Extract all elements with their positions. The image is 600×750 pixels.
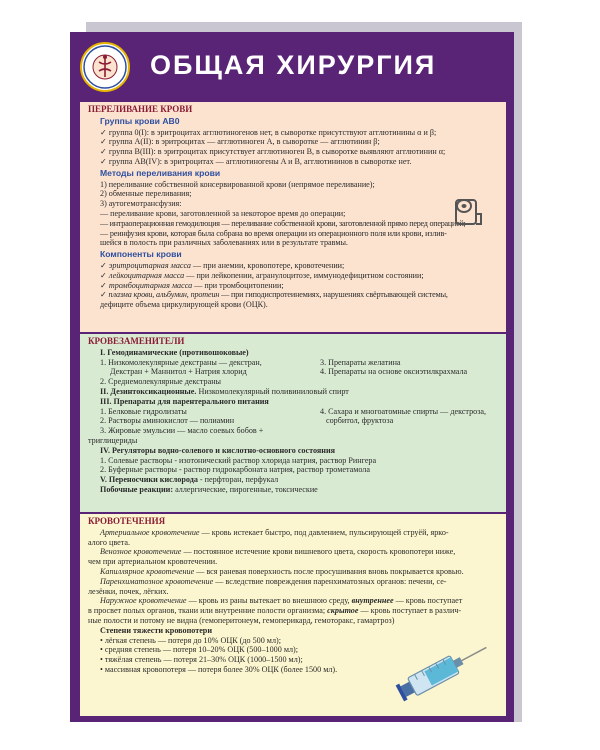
internal-tail-a: в просвет полых органов, ткани или внутренние полости организма; (88, 606, 328, 616)
blood-groups-title: Группы крови АВ0 (100, 115, 180, 126)
syringe-icon (392, 636, 496, 704)
venous-name: Венозное кровотечение (100, 547, 182, 557)
component-item: ✓ эритроцитарная масса — при анемии, кровопотере, кровотечении; (100, 260, 345, 270)
internal-tail-b: — кровь поступает в различ- (358, 606, 462, 616)
component-item: ✓ лейкоцитарная масса — при лейкопении, агранулоцитозе, иммунодефицитном состоянии; (100, 270, 424, 280)
parenchymal-name: Паренхиматозное кровотечение (100, 576, 214, 586)
venous-line (88, 547, 499, 557)
side-effects-title: Побочные реакции: (100, 484, 174, 494)
group-3-item: триглицериды (88, 435, 138, 445)
severity-item: • лёгкая степень — потеря до 10% ОЦК (до 500 мл); (100, 635, 281, 645)
method-item: — переливание крови, заготовленной за некоторое время до операции; (100, 208, 346, 218)
transfusion-panel (80, 102, 506, 332)
side-effects-text: аллергические, пирогенные, токсические (173, 484, 318, 494)
group-2-line (88, 387, 499, 397)
substitutes-panel (80, 334, 506, 512)
method-item: 2) обменные переливания; (100, 189, 192, 199)
bleeding-heading: КРОВОТЕЧЕНИЯ (88, 516, 166, 526)
logo-emblem-icon (80, 42, 130, 92)
group-3-columns (88, 407, 499, 427)
blood-group-item: ✓ группа AB(IV): в эритроцитах — агглютиногены A и B, агглютининов в сыворотке нет. (100, 156, 412, 166)
component-text: — при тромбоцитопении; (192, 280, 284, 290)
group-5-title: V. Переносчики кислорода (100, 475, 198, 485)
arterial-line (88, 528, 499, 538)
component-item: ✓ тромбоцитарная масса — при тромбоцитопении; (100, 280, 284, 290)
group-1-item: Декстран + Маннитол + Натрия хлорид (110, 367, 247, 377)
component-name: лейкоцитарная масса (108, 270, 185, 280)
component-tail: дефиците объема циркулирующей крови (ОЦК). (100, 300, 268, 310)
component-text: — при лейкопении, агранулоцитозе, иммунодефицитном состоянии; (184, 270, 424, 280)
capillary-line (88, 567, 499, 577)
group-1-left (88, 358, 320, 378)
poster-header (70, 32, 514, 102)
group-2-text: Низкомолекулярный поливиниловый спирт (196, 386, 349, 396)
group-3-item: 1. Белковые гидролизаты (100, 406, 187, 416)
external-name: Наружное кровотечение (100, 596, 187, 606)
internal-name: внутреннее (351, 596, 394, 606)
severity-item: • массивная кровопотеря — потеря более 30% ОЦК (более 1500 мл). (100, 664, 338, 674)
group-1-item: 4. Препараты на основе оксиэтилкрахмала (320, 367, 468, 377)
toilet-paper-icon (450, 194, 484, 228)
group-5-text: - перфторан, перфукал (197, 475, 279, 485)
methods-title: Методы переливания крови (100, 167, 221, 178)
capillary-text: — вся раневая поверхность после просушивания вновь покрывается кровью. (194, 566, 464, 576)
page-title: ОБЩАЯ ХИРУРГИЯ (150, 50, 437, 80)
blood-group-item: ✓ группа A(II): в эритроцитах — агглютиноген A, в сыворотке — агглютинин β; (100, 137, 380, 147)
transfusion-heading: ПЕРЕЛИВАНИЕ КРОВИ (88, 104, 193, 114)
internal-tail-1 (88, 606, 499, 616)
substitutes-heading: КРОВЕЗАМЕНИТЕЛИ (88, 336, 185, 346)
method-item: 3) аутогемотрансфузия: (100, 199, 182, 209)
group-3-item: 3. Жировые эмульсии — масло соевых бобов + (100, 426, 264, 436)
severity-item: • тяжёлая степень — потеря 21–30% ОЦК (1000–1500 мл); (100, 655, 303, 665)
capillary-name: Капиллярное кровотечение (100, 566, 195, 576)
group-3-item: 2. Растворы аминокислот — полиамин (100, 416, 235, 426)
external-text: — кровь из раны вытекает во внешнюю среду, (186, 596, 352, 606)
parenchymal-text: — вследствие повреждения паренхиматозных органов: печени, се- (213, 576, 447, 586)
group-4-item: 1. Солевые растворы - изотонический раствор хлорида натрия, раствор Рингера (100, 455, 377, 465)
group-1-item: 1. Низкомолекулярные декстраны — декстран, (100, 357, 262, 367)
method-item: 1) переливание собственной консервированной крови (непрямое переливание); (100, 179, 375, 189)
group-1-columns (88, 358, 499, 378)
severity-item: • средняя степень — потеря 10–20% ОЦК (500–1000 мл); (100, 645, 298, 655)
group-2-title: II. Дезинтоксикационные. (100, 386, 197, 396)
group-1-item: 2. Среднемолекулярные декстраны (100, 377, 222, 387)
method-item: — реинфузия крови, которая была собрана во время операции из операционного поля или крови, излив- (100, 228, 447, 238)
method-item: — интраоперационная гемодилюция — переливание собственной крови, заготовленной прямо перед операцией; (100, 218, 466, 228)
group-1-item: 3. Препараты желатина (320, 357, 401, 367)
blood-group-item: ✓ группа B(III): в эритроцитах присутствует агглютиноген B, в сыворотке выявляют агглютинин α; (100, 147, 446, 157)
external-line (88, 596, 499, 606)
component-text: — при анемии, кровопотере, кровотечении; (190, 260, 345, 270)
blood-group-item: ✓ группа 0(I): в эритроцитах агглютиногенов нет, в сыворотке присутствуют агглютинины α и β; (100, 127, 437, 137)
group-1-title: I. Гемодинамические (противошоковые) (100, 347, 249, 357)
group-4-title: IV. Регуляторы водно-солевого и кислотно-основного состояния (100, 445, 336, 455)
group-3-item: 4. Сахара и многоатомные спирты — декстроза, (320, 406, 487, 416)
group-5-line (88, 475, 499, 485)
venous-tail: чем при артериальном кровотечении. (88, 557, 218, 567)
side-effects-line (88, 485, 499, 495)
parenchymal-line (88, 577, 499, 587)
group-3-right (320, 407, 499, 427)
arterial-name: Артериальное кровотечение (100, 527, 200, 537)
parenchymal-tail: лезёнки, почек, лёгких. (88, 586, 169, 596)
component-name: тромбоцитарная масса (108, 280, 193, 290)
group-3-title: III. Препараты для парентерального питания (100, 396, 269, 406)
venous-text: — постоянное истечение крови вишневого цвета, скорость кровопотери ниже, (181, 547, 456, 557)
component-name: плазма крови, альбумин, протеин (108, 290, 220, 300)
group-3-item: сорбитол, фруктоза (326, 416, 394, 426)
component-name: эритроцитарная масса (108, 260, 191, 270)
group-1-right (320, 358, 499, 378)
arterial-tail: алого цвета. (88, 537, 131, 547)
bleeding-panel (80, 514, 506, 716)
component-text: — при гиподиспротеинемиях, нарушениях свёртывающей системы, (219, 290, 448, 300)
group-4-item: 2. Буферные растворы - раствор гидрокарбоната натрия, раствор трометамола (100, 465, 370, 475)
arterial-text: — кровь истекает быстро, под давлением, пульсирующей струёй, ярко- (199, 527, 449, 537)
internal-tail-2: ные полости и потому не видна (гемоперитонеум, гемоперикард, гемоторакс, гамартроз) (88, 615, 395, 625)
component-item: ✓ плазма крови, альбумин, протеин — при гиподиспротеинемиях, нарушениях свёртывающей системы, (100, 290, 448, 300)
internal-text: — кровь поступает (393, 596, 463, 606)
hidden-name: скрытое (327, 606, 359, 616)
components-title: Компоненты крови (100, 249, 182, 260)
severity-title: Степени тяжести кровопотери (100, 625, 213, 635)
poster (70, 32, 514, 722)
method-item: шейся в полость при различных заболеваниях или в результате травмы. (100, 238, 348, 248)
group-3-left (88, 407, 320, 427)
